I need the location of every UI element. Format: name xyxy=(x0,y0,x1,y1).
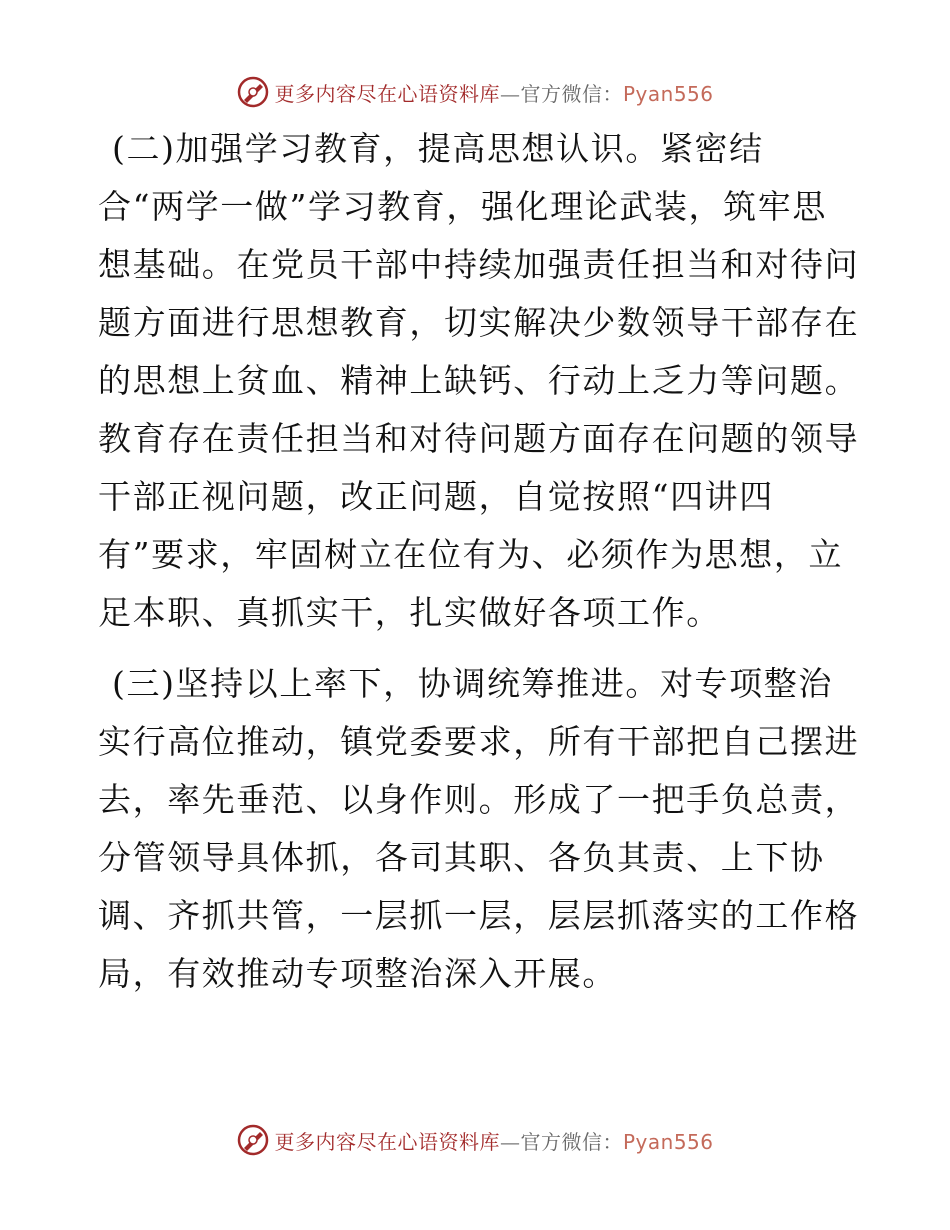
text-line: 分管领导具体抓，各司其职、各负其责、上下协 xyxy=(98,838,825,877)
text-line: 教育存在责任担当和对待问题方面存在问题的领导 xyxy=(98,419,860,458)
header-banner xyxy=(0,70,950,114)
text-line: 合“两学一做”学习教育，强化理论武装，筑牢思 xyxy=(98,187,827,226)
text-line: 局，有效推动专项整治深入开展。 xyxy=(98,954,617,993)
header-prefix: 官方微信： xyxy=(520,81,623,106)
footer-prefix: 官方微信： xyxy=(520,1129,623,1154)
text-line: 实行高位推动，镇党委要求，所有干部把自己摆进 xyxy=(98,722,860,761)
text-line: 调、齐抓共管，一层抓一层，层层抓落实的工作格 xyxy=(98,896,860,935)
section-3-paragraph xyxy=(98,655,858,1003)
footer-text xyxy=(274,1126,713,1155)
header-wechat-id: Pyan556 xyxy=(622,81,714,106)
pen-logo-icon xyxy=(236,1123,270,1157)
text-line: 去，率先垂范、以身作则。形成了一把手负总责， xyxy=(98,780,860,819)
header-dash: — xyxy=(499,81,521,106)
text-line: (三)坚持以上率下，协调统筹推进。对专项整治 xyxy=(112,664,833,703)
text-line: 有”要求，牢固树立在位有为、必须作为思想，立 xyxy=(98,535,844,574)
footer-dash: — xyxy=(499,1129,521,1154)
text-line: 题方面进行思想教育，切实解决少数领导干部存在 xyxy=(98,303,860,342)
text-line: 的思想上贫血、精神上缺钙、行动上乏力等问题。 xyxy=(98,361,860,400)
header-main-text: 更多内容尽在心语资料库 xyxy=(274,81,500,106)
text-line: (二)加强学习教育，提高思想认识。紧密结 xyxy=(112,129,764,168)
text-line: 干部正视问题，改正问题，自觉按照“四讲四 xyxy=(98,477,774,516)
text-line: 足本职、真抓实干，扎实做好各项工作。 xyxy=(98,593,721,632)
footer-banner xyxy=(0,1118,950,1162)
text-line: 想基础。在党员干部中持续加强责任担当和对待问 xyxy=(98,245,860,284)
pen-logo-icon xyxy=(236,75,270,109)
section-2-paragraph xyxy=(98,120,858,642)
footer-wechat-id: Pyan556 xyxy=(622,1129,714,1154)
header-text xyxy=(274,78,713,107)
footer-main-text: 更多内容尽在心语资料库 xyxy=(274,1129,500,1154)
